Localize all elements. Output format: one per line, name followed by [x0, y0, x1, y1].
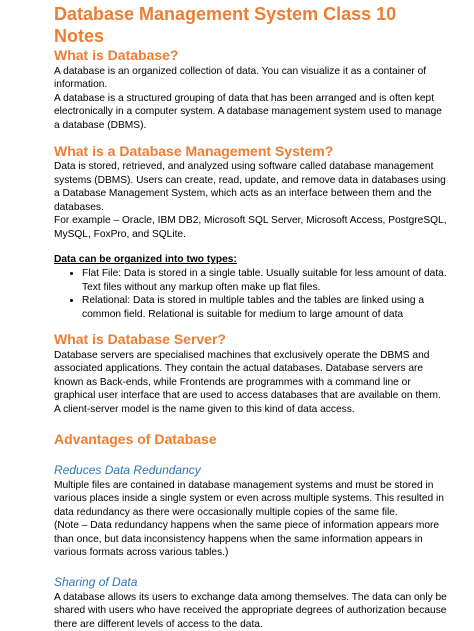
section-what-is-database: [54, 47, 448, 132]
document-title: Database Management System Class 10 Notes: [54, 4, 448, 47]
section-advantages: [54, 431, 448, 631]
section-what-is-dbms: [54, 143, 448, 322]
section-heading: What is a Database Management System?: [54, 143, 448, 161]
section-what-is-database-server: [54, 331, 448, 416]
section-heading: What is Database?: [54, 47, 448, 65]
advantage-heading-reduces-redundancy: Reduces Data Redundancy: [54, 463, 448, 479]
paragraph: (Note – Data redundancy happens when the same piece of information appears more than once, but data inconsistency happens when the same information appears in various formats across various tables.): [54, 519, 448, 560]
section-heading: What is Database Server?: [54, 331, 448, 349]
paragraph: Data is stored, retrieved, and analyzed using software called database management systems (DBMS). Users can create, read, update, and remove data in databases using a Database Management System, which acts as an interface between them and the databases.: [54, 160, 448, 214]
paragraph: A database allows its users to exchange data among themselves. The data can only be shared with users who have received the appropriate degrees of authorization because there are different levels of access to the data.: [54, 591, 448, 631]
list-item: • Relational: Data is stored in multiple tables and the tables are linked using a common field. Relational is suitable for medium to large amount of data: [82, 294, 448, 321]
section-heading: Advantages of Database: [54, 431, 448, 449]
paragraph: Database servers are specialised machines that exclusively operate the DBMS and associated applications. They contain the actual databases. Database servers are known as Back-ends, while Frontends are programmes with a command line or graphical user interface that are used to access databases that are available on them. A client-server model is the name given to this kind of data access.: [54, 349, 448, 417]
data-types-list: [54, 267, 448, 321]
advantage-heading-sharing-of-data: Sharing of Data: [54, 575, 448, 591]
list-item: • Flat File: Data is stored in a single table. Usually suitable for less amount of data. Text files without any markup often make up flat files.: [82, 267, 448, 294]
data-types-subheading: Data can be organized into two types:: [54, 253, 448, 267]
paragraph: Multiple files are contained in database management systems and must be stored in various places inside a single system or even across multiple systems. This resulted in data redundancy as there were occasionally multiple copies of the same file.: [54, 479, 448, 520]
paragraph: A database is an organized collection of data. You can visualize it as a container of information.: [54, 65, 448, 92]
paragraph: For example – Oracle, IBM DB2, Microsoft SQL Server, Microsoft Access, PostgreSQL, MySQL, FoxPro, and SQLite.: [54, 214, 448, 241]
paragraph: A database is a structured grouping of data that has been arranged and is often kept electronically in a computer system. A database management system used to manage a database (DBMS).: [54, 92, 448, 133]
